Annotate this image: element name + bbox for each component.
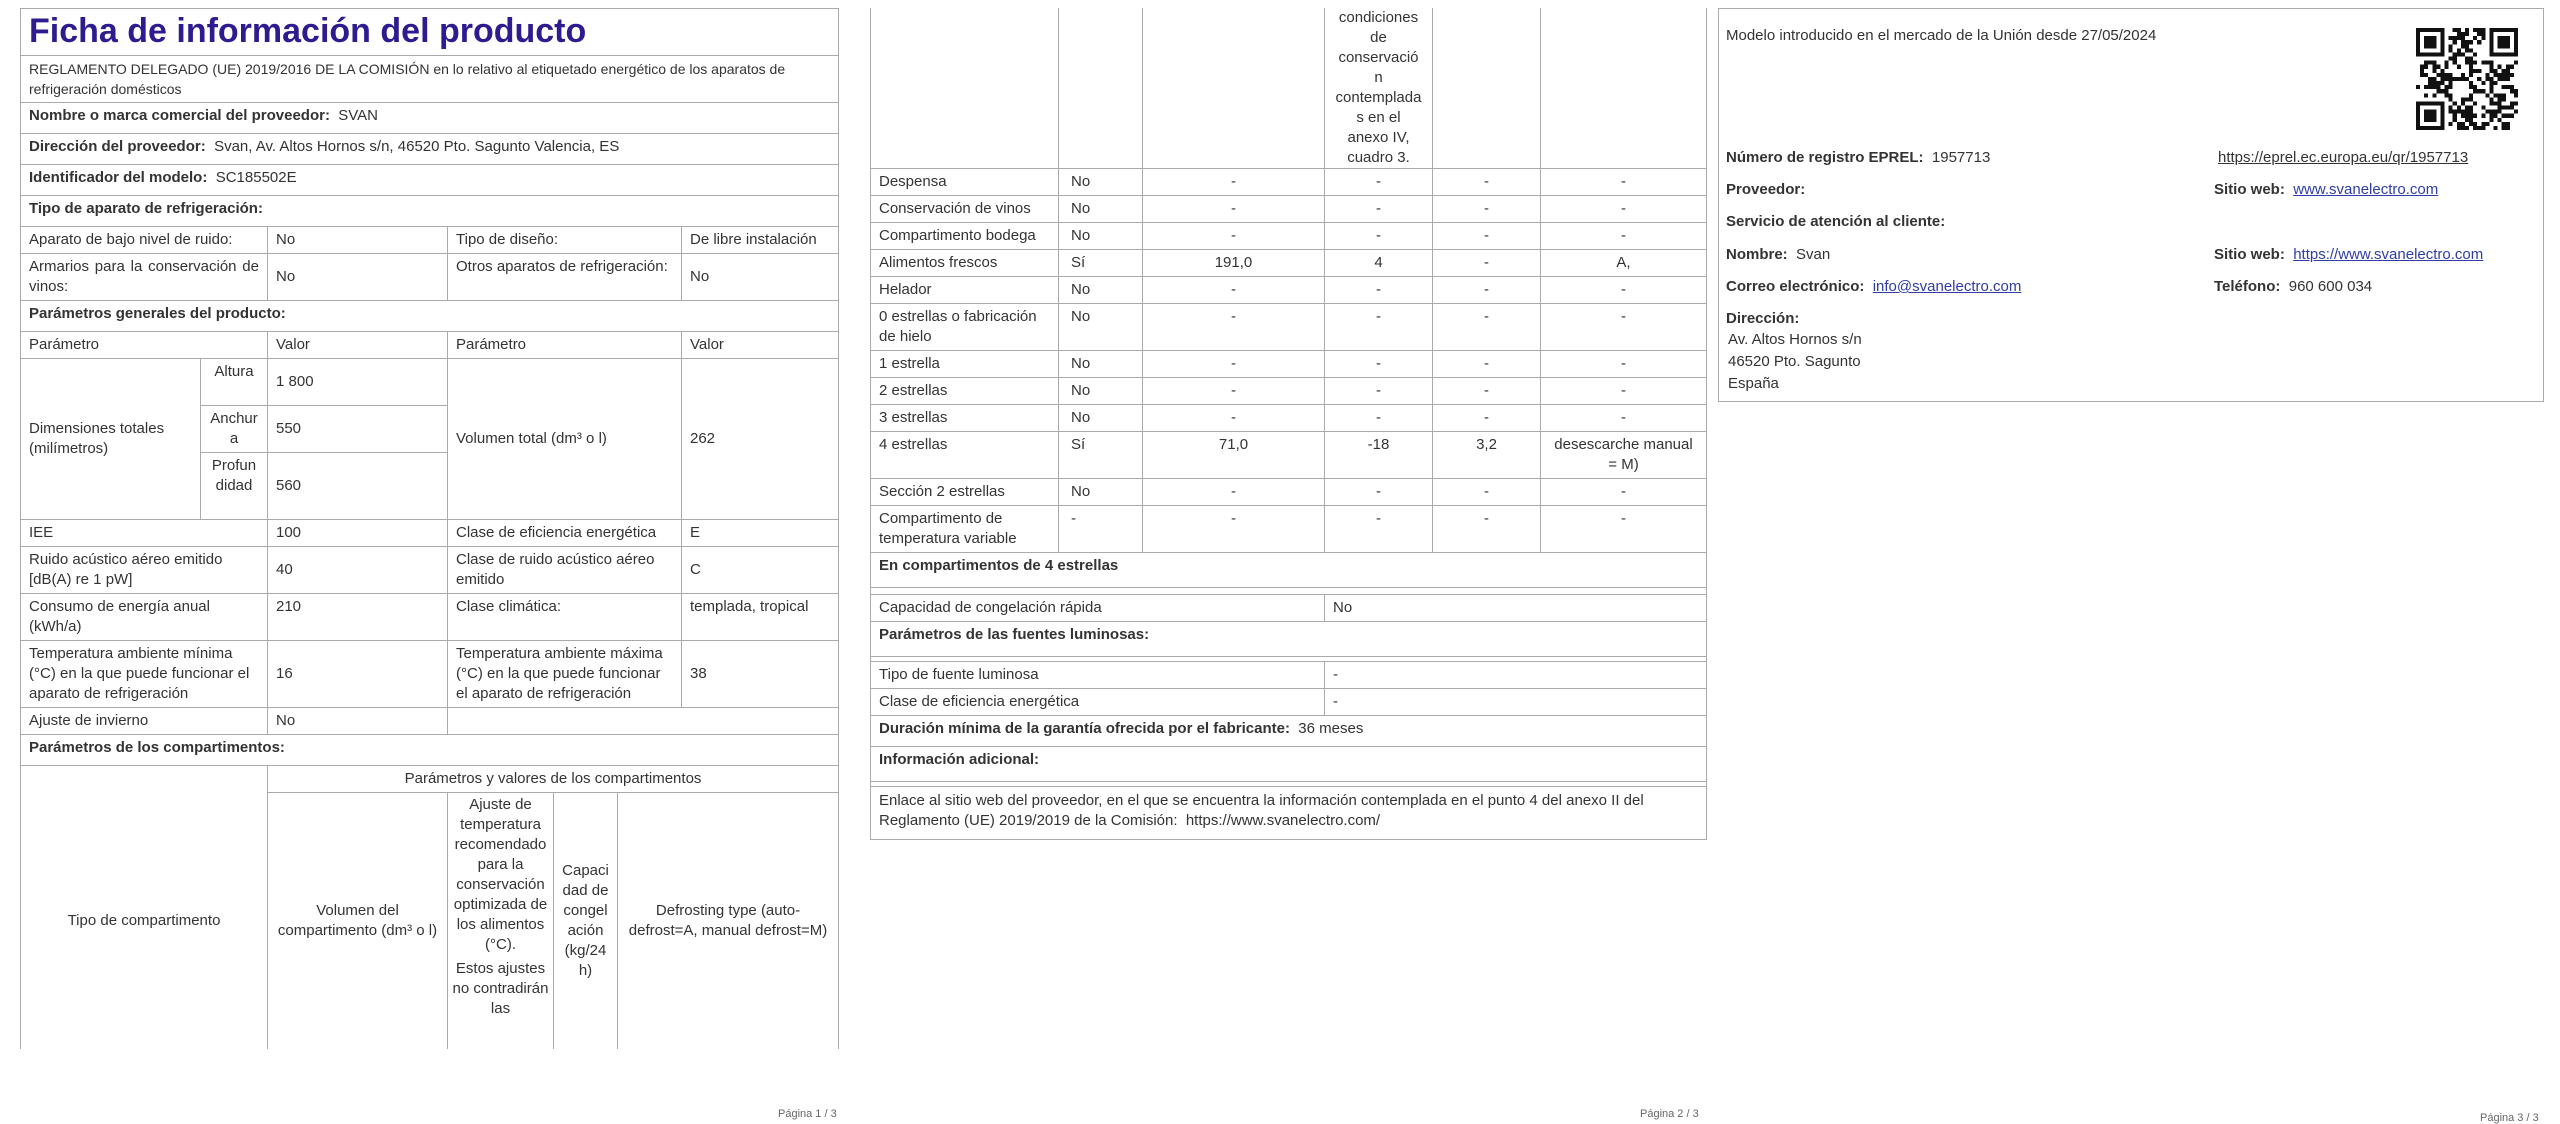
other-label: Otros aparatos de refrigeración: [448,254,682,301]
appliance-type-heading: Tipo de aparato de refrigeración: [21,196,839,227]
compartment-freeze: - [1433,304,1541,351]
address-value: Svan, Av. Altos Hornos s/n, 46520 Pto. Sagunto Valencia, ES [214,138,620,155]
compartment-temp: - [1325,169,1433,196]
compartment-name: 2 estrellas [871,378,1059,405]
comp-defrost-header: Defrosting type (auto-defrost=A, manual defrost=M) [618,793,839,1050]
warranty-value: 36 meses [1298,720,1364,737]
comp-type-header: Tipo de compartimento [21,793,268,1050]
compartment-name: 1 estrella [871,351,1059,378]
compartment-present: - [1059,506,1143,553]
model-value: SC185502E [215,169,297,186]
climate-value: templada, tropical [682,594,839,641]
comp-freeze-header: Capacidad de congelación (kg/24h) [554,793,618,1050]
page-number-2: Página 2 / 3 [1640,1108,1699,1120]
iee-label: IEE [21,520,268,547]
volume-label: Volumen total (dm³ o l) [448,359,682,520]
provider-website-link[interactable]: www.svanelectro.com [2293,181,2439,198]
height-row [21,359,839,406]
height-label: Altura [201,359,268,406]
fast-freeze-row [871,595,1707,622]
compartment-temp: - [1325,196,1433,223]
four-star-heading-row [871,553,1707,588]
compartment-name: Compartimento bodega [871,223,1059,250]
light-class-row [871,689,1707,716]
compartment-volume: - [1143,277,1325,304]
height-value: 1 800 [268,359,448,406]
supplier-row [21,103,839,134]
energy-row [21,594,839,641]
light-heading: Parámetros de las fuentes luminosas: [871,622,1707,657]
email-link[interactable]: info@svanelectro.com [1872,278,2022,295]
winter-label: Ajuste de invierno [21,708,268,735]
fast-freeze-value: No [1325,595,1707,622]
service-heading: Servicio de atención al cliente: [1726,213,1946,230]
general-header-row [21,332,839,359]
compartment-freeze: - [1433,405,1541,432]
compartment-name: Compartimento de temperatura variable [871,506,1059,553]
depth-value: 560 [268,453,448,520]
compartment-temp: - [1325,405,1433,432]
regulation-row [21,56,839,103]
compartment-volume: - [1143,351,1325,378]
light-heading-row [871,622,1707,657]
address-line-3: España [1728,375,1779,392]
compartment-row [871,432,1707,479]
cont-blank-4 [1433,8,1541,169]
compartment-volume: 71,0 [1143,432,1325,479]
compartments-table [870,8,1707,840]
page-number-1: Página 1 / 3 [778,1108,837,1120]
compartment-volume: - [1143,378,1325,405]
compartment-freeze: 3,2 [1433,432,1541,479]
wine-value: No [268,254,448,301]
additional-row [871,787,1707,840]
compartment-present: No [1059,196,1143,223]
light-type-row [871,662,1707,689]
eff-class-label: Clase de eficiencia energética [448,520,682,547]
tmin-label: Temperatura ambiente mínima (°C) en la que puede funcionar el aparato de refrigeración [21,641,268,708]
noise-class-label: Clase de ruido acústico aéreo emitido [448,547,682,594]
comp-heading-row [21,735,839,766]
cont-blank-5 [1541,8,1707,169]
compartment-row [871,351,1707,378]
compartment-freeze: - [1433,196,1541,223]
iee-row [21,520,839,547]
noise-row [21,547,839,594]
eprel-label: Número de registro EPREL: [1726,149,1924,166]
compartment-present: Sí [1059,432,1143,479]
compartment-defrost: - [1541,506,1707,553]
compartment-present: No [1059,304,1143,351]
model-label: Identificador del modelo: [29,169,208,186]
warranty-row [871,716,1707,747]
compartment-volume: - [1143,506,1325,553]
compartment-volume: 191,0 [1143,250,1325,277]
compartment-defrost: - [1541,223,1707,250]
volume-value: 262 [682,359,839,520]
compartment-present: No [1059,351,1143,378]
noise-class-value: C [682,547,839,594]
compartment-defrost: - [1541,479,1707,506]
compartment-volume: - [1143,169,1325,196]
product-info-table [20,8,839,1049]
compartment-defrost: - [1541,304,1707,351]
compartment-present: No [1059,169,1143,196]
compartment-present: No [1059,223,1143,250]
compartment-name: 0 estrellas o fabricación de hielo [871,304,1059,351]
compartment-name: Alimentos frescos [871,250,1059,277]
compartment-temp: - [1325,277,1433,304]
winter-value: No [268,708,448,735]
iee-value: 100 [268,520,448,547]
depth-label: Profundidad [201,453,268,520]
compartment-temp: 4 [1325,250,1433,277]
temp-row [21,641,839,708]
col-value: Valor [268,332,448,359]
winter-empty [448,708,839,735]
compartment-present: No [1059,378,1143,405]
compartment-freeze: - [1433,351,1541,378]
fast-freeze-label: Capacidad de congelación rápida [871,595,1325,622]
col-param: Parámetro [21,332,268,359]
additional-url[interactable]: https://www.svanelectro.com/ [1185,812,1381,829]
compartment-defrost: - [1541,277,1707,304]
page-1 [0,0,860,1118]
service-website-link[interactable]: https://www.svanelectro.com [2293,246,2484,263]
page-2 [860,0,1718,1118]
comp-temp-header-continued: Estos ajustes no contradirán las [452,960,549,1017]
compartment-row [871,250,1707,277]
address-label: Dirección del proveedor: [29,138,206,155]
comp-column-header-row [21,793,839,1050]
compartment-freeze: - [1433,169,1541,196]
design-value: De libre instalación [682,227,839,254]
design-label: Tipo de diseño: [448,227,682,254]
noise-label: Ruido acústico aéreo emitido [dB(A) re 1 pW] [21,547,268,594]
address-row [21,134,839,165]
address-line-1: Av. Altos Hornos s/n [1728,331,1862,348]
comp-temp-header-text: Ajuste de temperatura recomendado para la conservación optimizada de los alimentos (°C). [453,796,548,953]
compartment-freeze: - [1433,223,1541,250]
wine-label: Armarios para la conservación de vinos: [21,254,268,301]
compartment-row [871,378,1707,405]
comp-params-header-row [21,766,839,793]
low-noise-row [21,227,839,254]
compartment-defrost: - [1541,405,1707,432]
comp-header-blank [21,766,268,793]
spacer-row-1 [871,588,1707,595]
compartment-row [871,304,1707,351]
compartment-temp: - [1325,378,1433,405]
compartment-row [871,169,1707,196]
page-number-3: Página 3 / 3 [2480,1112,2539,1124]
compartment-defrost: - [1541,169,1707,196]
comp-temp-header [448,793,554,1050]
additional-heading: Información adicional: [871,747,1707,782]
name-value: Svan [1796,246,1831,263]
phone-label: Teléfono: [2214,278,2281,295]
regulation-text: REGLAMENTO DELEGADO (UE) 2019/2016 DE LA COMISIÓN en lo relativo al etiquetado energético de los aparatos de refrigeración domésticos [21,56,839,103]
eff-class-value: E [682,520,839,547]
compartment-freeze: - [1433,506,1541,553]
phone-value: 960 600 034 [2288,278,2373,295]
comp-params-header: Parámetros y valores de los compartimentos [268,766,839,793]
dims-label: Dimensiones totales (milímetros) [21,359,201,520]
compartment-freeze: - [1433,479,1541,506]
light-type-label: Tipo de fuente luminosa [871,662,1325,689]
compartment-defrost: A, [1541,250,1707,277]
compartment-volume: - [1143,196,1325,223]
supplier-value: SVAN [338,107,379,124]
compartment-name: 3 estrellas [871,405,1059,432]
energy-label: Consumo de energía anual (kWh/a) [21,594,268,641]
general-heading: Parámetros generales del producto: [21,301,839,332]
qr-code-icon[interactable] [2416,26,2518,132]
low-noise-label: Aparato de bajo nivel de ruido: [21,227,268,254]
compartment-volume: - [1143,304,1325,351]
wine-row [21,254,839,301]
col-param-2: Parámetro [448,332,682,359]
warranty-label: Duración mínima de la garantía ofrecida por el fabricante: [879,720,1290,737]
compartment-defrost: desescarche manual = M) [1541,432,1707,479]
additional-text: Enlace al sitio web del proveedor, en el que se encuentra la información contemplada en el punto 4 del anexo II del Reglamento (UE) 2019/2019 de la Comisión: [879,792,1644,829]
general-heading-row [21,301,839,332]
light-class-label: Clase de eficiencia energética [871,689,1325,716]
compartment-defrost: - [1541,378,1707,405]
compartment-defrost: - [1541,196,1707,223]
noise-value: 40 [268,547,448,594]
eprel-link[interactable]: https://eprel.ec.europa.eu/qr/1957713 [2218,149,2469,166]
winter-row [21,708,839,735]
compartment-volume: - [1143,405,1325,432]
address-heading: Dirección: [1726,310,1800,327]
market-intro: Modelo introducido en el mercado de la Unión desde 27/05/2024 [1726,27,2157,44]
cont-blank-3 [1143,8,1325,169]
appliance-type-heading-row [21,196,839,227]
compartment-row [871,506,1707,553]
compartment-name: Helador [871,277,1059,304]
compartment-temp: - [1325,479,1433,506]
width-label: Anchura [201,406,268,453]
document-title: Ficha de información del producto [21,9,839,56]
compartment-temp: - [1325,304,1433,351]
eprel-value: 1957713 [1931,149,1991,166]
comp-heading: Parámetros de los compartimentos: [21,735,839,766]
compartment-temp: - [1325,506,1433,553]
compartment-row [871,479,1707,506]
provider-website-label: Sitio web: [2214,181,2285,198]
additional-cell [871,787,1707,840]
tmax-label: Temperatura ambiente máxima (°C) en la que puede funcionar el aparato de refrigeración [448,641,682,708]
compartment-freeze: - [1433,378,1541,405]
compartment-row [871,277,1707,304]
supplier-label: Nombre o marca comercial del proveedor: [29,107,330,124]
additional-heading-row [871,747,1707,782]
climate-label: Clase climática: [448,594,682,641]
cont-blank-2 [1059,8,1143,169]
spacer-cell [871,588,1707,595]
compartment-row [871,223,1707,250]
four-star-heading: En compartimentos de 4 estrellas [871,553,1707,588]
provider-label: Proveedor: [1726,181,1806,198]
comp-volume-header: Volumen del compartimento (dm³ o l) [268,793,448,1050]
compartment-volume: - [1143,223,1325,250]
tmin-value: 16 [268,641,448,708]
low-noise-value: No [268,227,448,254]
compartment-freeze: - [1433,250,1541,277]
compartment-present: No [1059,479,1143,506]
col-value-2: Valor [682,332,839,359]
header-continuation-row [871,8,1707,169]
compartment-row [871,405,1707,432]
address-line-2: 46520 Pto. Sagunto [1728,353,1861,370]
compartment-rows [871,169,1707,553]
compartment-temp: -18 [1325,432,1433,479]
compartment-name: 4 estrellas [871,432,1059,479]
compartment-present: No [1059,405,1143,432]
title-row [21,9,839,56]
email-label: Correo electrónico: [1726,278,1865,295]
compartment-freeze: - [1433,277,1541,304]
compartment-volume: - [1143,479,1325,506]
compartment-name: Conservación de vinos [871,196,1059,223]
compartment-row [871,196,1707,223]
compartment-present: Sí [1059,250,1143,277]
service-website-label: Sitio web: [2214,246,2285,263]
compartment-present: No [1059,277,1143,304]
other-value: No [682,254,839,301]
light-class-value: - [1325,689,1707,716]
name-label: Nombre: [1726,246,1788,263]
compartment-defrost: - [1541,351,1707,378]
tmax-value: 38 [682,641,839,708]
compartment-name: Despensa [871,169,1059,196]
cont-blank-1 [871,8,1059,169]
energy-value: 210 [268,594,448,641]
header-continuation: condiciones de conservación contempladas en el anexo IV, cuadro 3. [1325,8,1433,169]
compartment-name: Sección 2 estrellas [871,479,1059,506]
compartment-temp: - [1325,351,1433,378]
compartment-temp: - [1325,223,1433,250]
model-row [21,165,839,196]
light-type-value: - [1325,662,1707,689]
width-value: 550 [268,406,448,453]
